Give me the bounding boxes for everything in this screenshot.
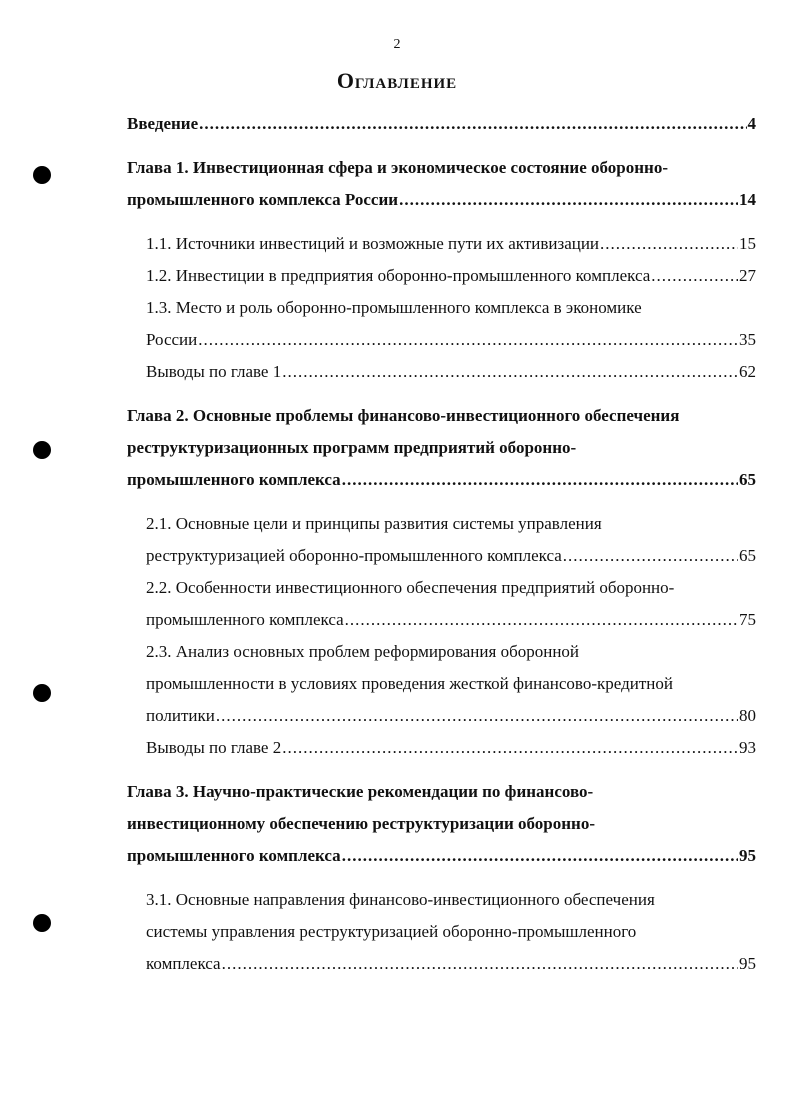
toc-entry-label: реструктуризационных программ предприятий оборонно- [127, 438, 577, 457]
toc-entry-label: инвестиционному обеспечению реструктуризации оборонно- [127, 814, 596, 833]
toc-entry-section-2-2[interactable] [146, 572, 756, 636]
toc-entry-label: промышленности в условиях проведения жесткой финансово-кредитной [146, 674, 673, 693]
dot-leader [600, 228, 738, 260]
dot-leader [222, 948, 738, 980]
toc-entry-label: Выводы по главе 1 [146, 362, 282, 381]
dot-leader [563, 540, 738, 572]
toc-page-number: 75 [739, 610, 756, 629]
table-of-contents [127, 108, 756, 980]
toc-page-number: 4 [747, 114, 756, 133]
toc-entry-label: промышленного комплекса России [127, 190, 399, 209]
toc-entry-chapter-1-conclusions[interactable] [146, 356, 756, 388]
toc-entry-label: 1.1. Источники инвестиций и возможные пути их активизации [146, 234, 600, 253]
page-title: Оглавление [336, 68, 458, 93]
binder-hole [33, 441, 51, 459]
toc-entry-section-1-1[interactable] [146, 228, 756, 260]
toc-entry-label: Глава 1. Инвестиционная сфера и экономическое состояние оборонно- [127, 158, 668, 177]
toc-entry-label: России [146, 330, 198, 349]
toc-entry-label: Глава 2. Основные проблемы финансово-инвестиционного обеспечения [127, 406, 680, 425]
toc-entry-section-3-1[interactable] [146, 884, 756, 980]
binder-hole [33, 914, 51, 932]
toc-entry-chapter-1[interactable] [127, 152, 756, 216]
toc-page-number: 95 [739, 954, 756, 973]
toc-entry-label: 2.3. Анализ основных проблем реформирования оборонной [146, 642, 580, 661]
dot-leader [399, 184, 738, 216]
toc-page-number: 65 [739, 546, 756, 565]
toc-entry-label: 2.2. Особенности инвестиционного обеспечения предприятий оборонно- [146, 578, 675, 597]
toc-entry-label: промышленного комплекса [127, 846, 341, 865]
dot-leader [345, 604, 738, 636]
toc-page-number: 95 [739, 846, 756, 865]
toc-entry-label: промышленного комплекса [146, 610, 344, 629]
toc-entry-label: политики [146, 706, 215, 725]
toc-entry-section-1-3[interactable] [146, 292, 756, 356]
dot-leader [216, 700, 738, 732]
toc-entry-label: промышленного комплекса [127, 470, 341, 489]
toc-entry-label: Введение [127, 114, 199, 133]
toc-entry-section-1-2[interactable] [146, 260, 756, 292]
toc-entry-label: Выводы по главе 2 [146, 738, 282, 757]
toc-page-number: 14 [739, 190, 756, 209]
dot-leader [282, 356, 738, 388]
toc-page-number: 65 [739, 470, 756, 489]
toc-page-number: 93 [739, 738, 756, 757]
toc-page-number: 15 [739, 234, 756, 253]
toc-entry-label: Глава 3. Научно-практические рекомендации по финансово- [127, 782, 594, 801]
toc-entry-label: 1.2. Инвестиции в предприятия оборонно-промышленного комплекса [146, 266, 651, 285]
toc-entry-section-2-1[interactable] [146, 508, 756, 572]
toc-entry-label: комплекса [146, 954, 221, 973]
binder-hole [33, 166, 51, 184]
dot-leader [199, 108, 746, 140]
toc-entry-section-2-3[interactable] [146, 636, 756, 732]
dot-leader [651, 260, 738, 292]
toc-entry-label: реструктуризацией оборонно-промышленного комплекса [146, 546, 562, 565]
toc-page-number: 62 [739, 362, 756, 381]
toc-entry-label: 3.1. Основные направления финансово-инвестиционного обеспечения [146, 890, 655, 909]
toc-entry-chapter-2[interactable] [127, 400, 756, 496]
binder-hole [33, 684, 51, 702]
toc-page-number: 80 [739, 706, 756, 725]
toc-entry-label: системы управления реструктуризацией оборонно-промышленного [146, 922, 637, 941]
page-number: 2 [393, 37, 401, 52]
toc-entry-label: 2.1. Основные цели и принципы развития системы управления [146, 514, 602, 533]
dot-leader [342, 464, 738, 496]
toc-page-number: 27 [739, 266, 756, 285]
dot-leader [342, 840, 738, 872]
toc-entry-label: 1.3. Место и роль оборонно-промышленного комплекса в экономике [146, 298, 642, 317]
dot-leader [282, 732, 738, 764]
toc-entry-introduction[interactable] [127, 108, 756, 140]
toc-entry-chapter-2-conclusions[interactable] [146, 732, 756, 764]
toc-page-number: 35 [739, 330, 756, 349]
dot-leader [198, 324, 738, 356]
toc-entry-chapter-3[interactable] [127, 776, 756, 872]
